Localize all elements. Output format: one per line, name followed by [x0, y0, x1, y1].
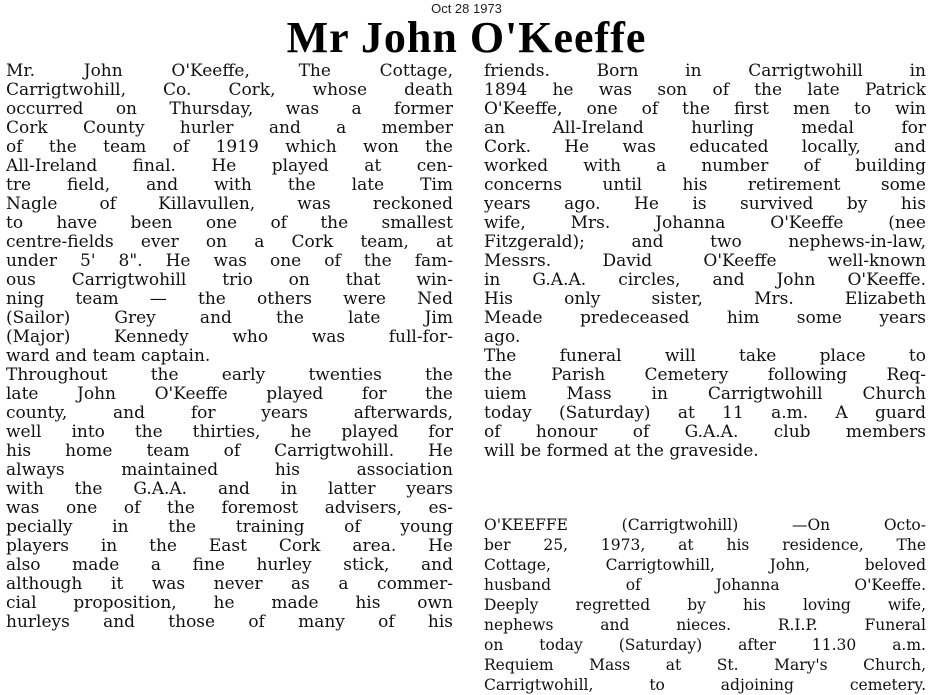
article-line: ous Carrigtwohill trio on that win-	[6, 271, 453, 290]
date-stamp: Oct 28 1973	[431, 1, 502, 16]
article-line: ago.	[484, 328, 521, 347]
article-line: worked with a number of building	[484, 157, 926, 176]
article-line: Meade predeceased him some years	[484, 309, 926, 328]
death-notice	[484, 515, 926, 695]
article-left-column	[6, 62, 453, 632]
article-line: in G.A.A. circles, and John O'Keeffe.	[484, 271, 926, 290]
article-line: (Sailor) Grey and the late Jim	[6, 309, 453, 328]
article-line: 1894 he was son of the late Patrick	[484, 81, 926, 100]
article-line: uiem Mass in Carrigtwohill Church	[484, 385, 926, 404]
article-line: also made a fine hurley stick, and	[6, 556, 453, 575]
article-line: centre-fields ever on a Cork team, at	[6, 233, 453, 252]
article-line: His only sister, Mrs. Elizabeth	[484, 290, 926, 309]
article-line: Throughout the early twenties the	[6, 366, 453, 385]
article-line: the Parish Cemetery following Req-	[484, 366, 926, 385]
article-line: of honour of G.A.A. club members	[484, 423, 926, 442]
article-line: of the team of 1919 which won the	[6, 138, 453, 157]
article-line: under 5' 8". He was one of the fam-	[6, 252, 453, 271]
article-line: tre field, and with the late Tim	[6, 176, 453, 195]
article-line: friends. Born in Carrigtwohill in	[484, 62, 926, 81]
article-line: occurred on Thursday, was a former	[6, 100, 453, 119]
article-line: Mr. John O'Keeffe, The Cottage,	[6, 62, 453, 81]
article-line: The funeral will take place to	[484, 347, 926, 366]
notice-line: ber 25, 1973, at his residence, The	[484, 536, 926, 554]
article-line: years ago. He is survived by his	[484, 195, 926, 214]
article-line: All-Ireland final. He played at cen-	[6, 157, 453, 176]
notice-line: nephews and nieces. R.I.P. Funeral	[484, 616, 926, 634]
article-line: will be formed at the graveside.	[484, 442, 759, 461]
notice-line: on today (Saturday) after 11.30 a.m.	[484, 636, 926, 654]
article-line: an All-Ireland hurling medal for	[484, 119, 926, 138]
article-line: Fitzgerald); and two nephews-in-law,	[484, 233, 926, 252]
notice-line: Deeply regretted by his loving wife,	[484, 596, 926, 614]
article-line: Nagle of Killavullen, was reckoned	[6, 195, 453, 214]
headline: Mr John O'Keeffe	[286, 13, 647, 62]
article-line: with the G.A.A. and in latter years	[6, 480, 453, 499]
article-line: O'Keeffe, one of the first men to win	[484, 100, 926, 119]
article-line: today (Saturday) at 11 a.m. A guard	[484, 404, 926, 423]
article-line: ward and team captain.	[6, 347, 211, 366]
article-line: Messrs. David O'Keeffe well-known	[484, 252, 926, 271]
article-line: his home team of Carrigtwohill. He	[6, 442, 453, 461]
article-line: wife, Mrs. Johanna O'Keeffe (nee	[484, 214, 926, 233]
article-line: county, and for years afterwards,	[6, 404, 453, 423]
article-line: cial proposition, he made his own	[6, 594, 453, 613]
article-line: concerns until his retirement some	[484, 176, 926, 195]
article-line: to have been one of the smallest	[6, 214, 453, 233]
article-line: Cork. He was educated locally, and	[484, 138, 926, 157]
article-line: ning team — the others were Ned	[6, 290, 453, 309]
notice-line: Cottage, Carrigtowhill, John, beloved	[484, 556, 926, 574]
notice-line: Requiem Mass at St. Mary's Church,	[484, 656, 926, 674]
article-line: late John O'Keeffe played for the	[6, 385, 453, 404]
notice-line: O'KEEFFE (Carrigtwohill) —On Octo-	[484, 516, 926, 534]
article-right-column	[484, 62, 926, 461]
article-line: hurleys and those of many of his	[6, 613, 453, 632]
article-line: pecially in the training of young	[6, 518, 453, 537]
article-line: was one of the foremost advisers, es-	[6, 499, 453, 518]
article-line: players in the East Cork area. He	[6, 537, 453, 556]
notice-line: husband of Johanna O'Keeffe.	[484, 576, 926, 594]
article-line: although it was never as a commer-	[6, 575, 453, 594]
article-line: Cork County hurler and a member	[6, 119, 453, 138]
article-line: (Major) Kennedy who was full-for-	[6, 328, 453, 347]
article-line: Carrigtwohill, Co. Cork, whose death	[6, 81, 453, 100]
notice-line: Carrigtwohill, to adjoining cemetery.	[484, 676, 926, 694]
article-line: always maintained his association	[6, 461, 453, 480]
article-line: well into the thirties, he played for	[6, 423, 453, 442]
